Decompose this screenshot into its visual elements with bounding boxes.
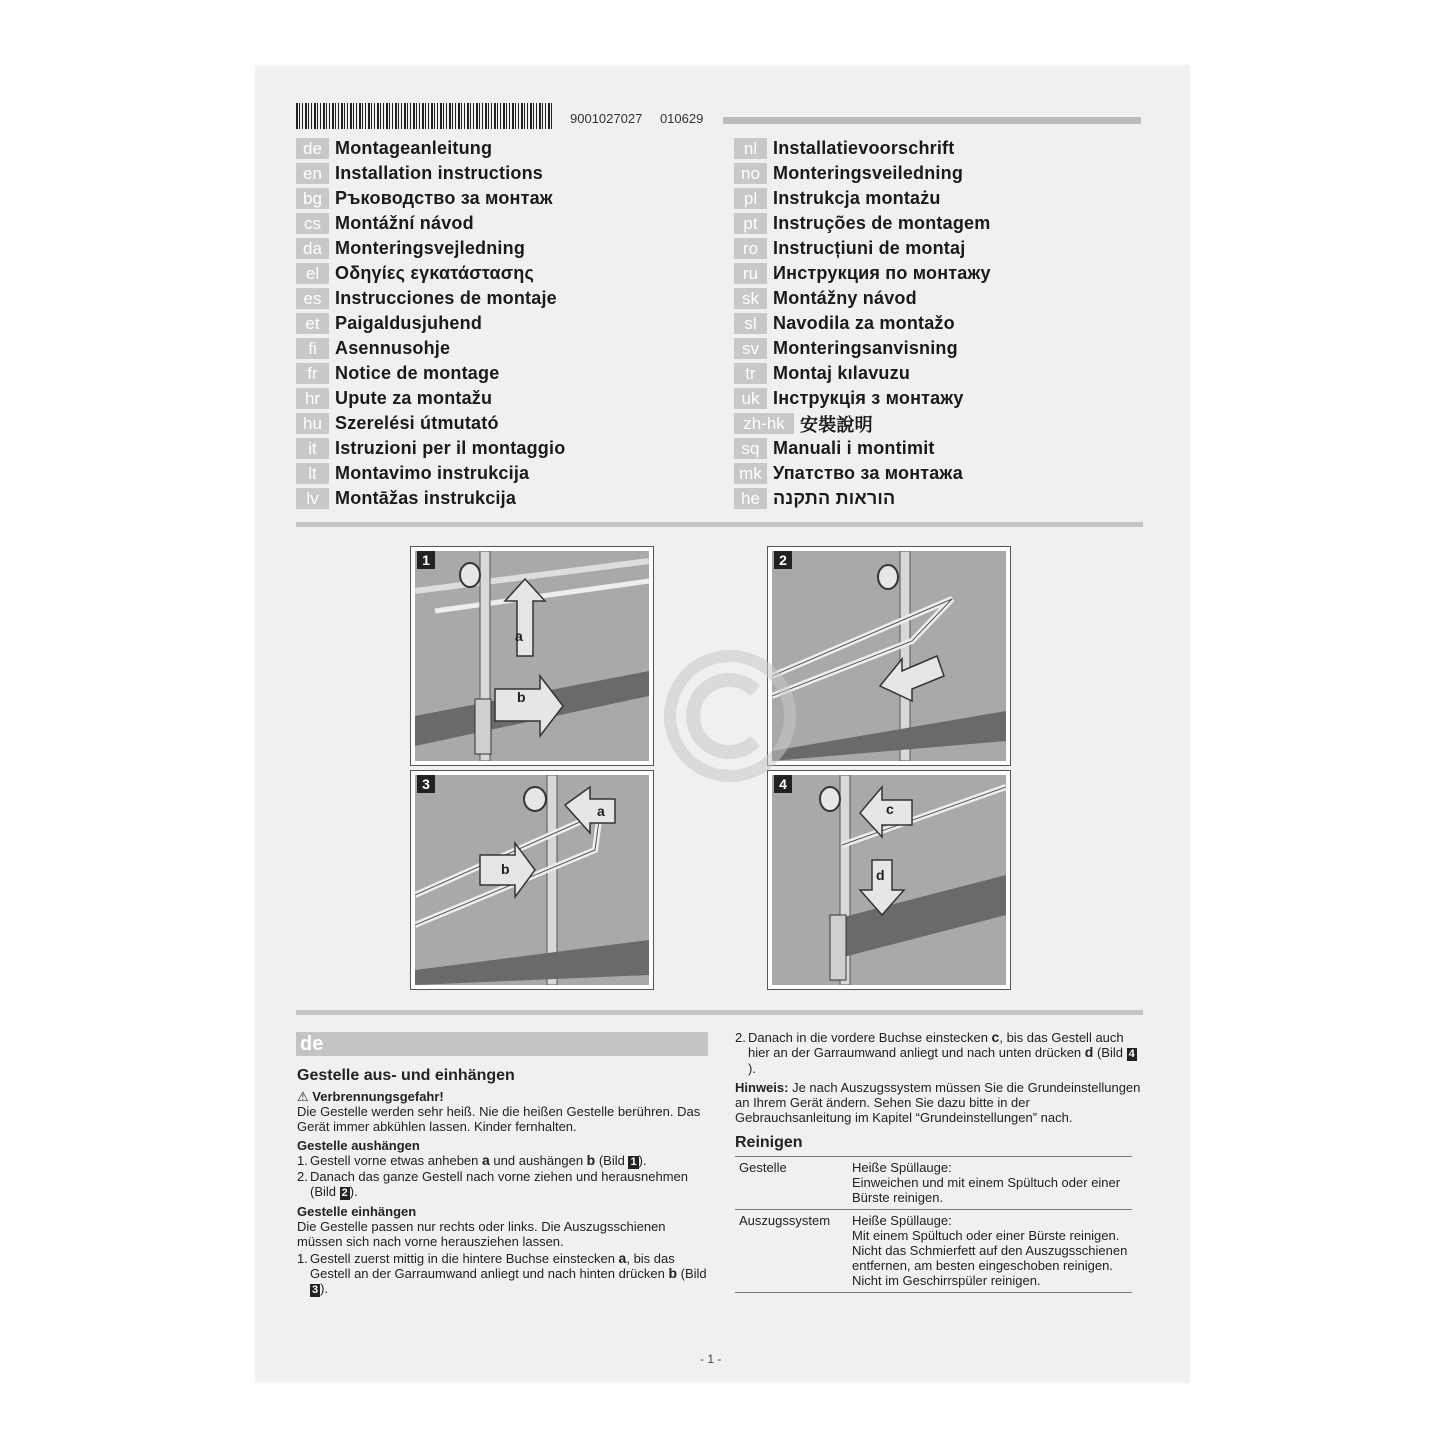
language-name: Инструкция по монтажу: [773, 263, 991, 283]
remove-step-2: 2. Danach das ganze Gestell nach vorne ziehen und herausnehmen (Bild 2 ).: [297, 1169, 688, 1199]
document-number: 9001027027 010629: [570, 111, 704, 126]
language-code: pt: [734, 213, 767, 234]
instructions-right-column: [735, 1030, 1142, 1293]
figure-label: b: [501, 861, 510, 877]
language-name: Asennusohje: [335, 338, 451, 358]
language-name: Упатство за монтажа: [773, 463, 963, 483]
language-code: uk: [734, 388, 767, 409]
language-code: hu: [296, 413, 329, 434]
language-code: fr: [296, 363, 329, 384]
language-code: lv: [296, 488, 329, 509]
language-name: Szerelési útmutató: [335, 413, 499, 433]
language-code: ru: [734, 263, 767, 284]
figure-4: [767, 770, 1011, 990]
remove-step-1: 1. Gestell vorne etwas anheben a und aushängen b (Bild 1 ).: [297, 1152, 647, 1168]
warning-heading: ⚠ Verbrennungsgefahr!: [297, 1089, 444, 1104]
header-bar: [723, 117, 1141, 124]
language-code: no: [734, 163, 767, 184]
language-entry: [734, 211, 991, 236]
section-title: Gestelle aus- und einhängen: [297, 1067, 515, 1084]
language-entry: [734, 286, 991, 311]
language-name: 安裝說明: [800, 414, 873, 435]
language-code: it: [296, 438, 329, 459]
language-name: Montážní návod: [335, 213, 474, 233]
language-entry: [296, 411, 565, 436]
divider: [296, 1010, 1143, 1015]
language-entry: [296, 186, 565, 211]
figure-3: [410, 770, 654, 990]
language-name: Instruções de montagem: [773, 213, 991, 233]
insert-heading: Gestelle einhängen: [297, 1204, 417, 1219]
language-name: Instrucțiuni de montaj: [773, 238, 966, 258]
figure-number: 3: [417, 775, 435, 793]
table-row: Auszugssystem Heiße Spüllauge: Mit einem Spültuch oder einer Bürste reinigen. Nicht das Schmierfett auf den Auszugsschienen entfernen, am besten eingeschoben reinigen. Nicht im Geschirrspüler reinigen.: [735, 1210, 1132, 1293]
language-name: Instrukcja montażu: [773, 188, 941, 208]
language-name: Installation instructions: [335, 163, 544, 183]
instructions-left-column: [297, 1068, 707, 1297]
language-entry: [296, 286, 565, 311]
language-code: de: [296, 138, 329, 159]
language-code: sq: [734, 438, 767, 459]
language-code: en: [296, 163, 329, 184]
language-entry: [296, 386, 565, 411]
language-code: sl: [734, 313, 767, 334]
clean-table: [735, 1156, 1132, 1293]
language-entry: [734, 436, 991, 461]
language-code: nl: [734, 138, 767, 159]
barcode: [296, 103, 552, 129]
figure-label: b: [517, 689, 526, 705]
language-code: he: [734, 488, 767, 509]
section-language-bar: de: [296, 1032, 708, 1056]
remove-heading: Gestelle aushängen: [297, 1138, 420, 1153]
language-code: et: [296, 313, 329, 334]
language-name: Monteringsveiledning: [773, 163, 964, 183]
language-name: Montageanleitung: [335, 138, 493, 158]
language-code: sv: [734, 338, 767, 359]
language-code: lt: [296, 463, 329, 484]
language-name: Monteringsanvisning: [773, 338, 958, 358]
language-name: Paigaldusjuhend: [335, 313, 483, 333]
language-entry: [296, 136, 565, 161]
language-name: Montāžas instrukcija: [335, 488, 517, 508]
language-code: el: [296, 263, 329, 284]
language-name: Інструкція з монтажу: [773, 388, 964, 408]
divider: [296, 522, 1143, 527]
language-name: Instrucciones de montaje: [335, 288, 557, 308]
language-name: Notice de montage: [335, 363, 500, 383]
insert-step-1: 1. Gestell zuerst mittig in die hintere Buchse einstecken a, bis das Gestell an der Garraumwand anliegt und nach hinten drücken b (Bild 3 ).: [297, 1250, 707, 1296]
language-name: Ръководство за монтаж: [335, 188, 553, 208]
language-entry: [296, 311, 565, 336]
insert-step-2: 2. Danach in die vordere Buchse einstecken c, bis das Gestell auch hier an der Garraumwand anliegt und nach unten drücken d (Bild 4).: [735, 1029, 1135, 1076]
language-entry: [734, 411, 991, 436]
language-entry: [296, 261, 565, 286]
language-name: הוראות התקנה: [773, 488, 896, 508]
language-entry: [734, 311, 991, 336]
clean-heading: Reinigen: [735, 1134, 803, 1151]
language-entry: [296, 161, 565, 186]
language-code: zh-hk: [734, 413, 794, 434]
figure-2: [767, 546, 1011, 766]
language-entry: [296, 361, 565, 386]
language-entry: [734, 336, 991, 361]
language-code: fi: [296, 338, 329, 359]
copyright-watermark: [660, 646, 800, 786]
language-code: pl: [734, 188, 767, 209]
language-name: Montážny návod: [773, 288, 917, 308]
language-code: es: [296, 288, 329, 309]
insert-intro: Die Gestelle passen nur rechts oder links. Die Auszugsschienen müssen sich nach vorne herausziehen lassen.: [297, 1219, 666, 1249]
language-code: hr: [296, 388, 329, 409]
figure-label: d: [876, 867, 885, 883]
language-name: Manuali i montimit: [773, 438, 935, 458]
figure-number: 2: [774, 551, 792, 569]
page-number: - 1 -: [700, 1352, 722, 1366]
language-entry: [296, 461, 565, 486]
language-code: bg: [296, 188, 329, 209]
figure-label: c: [886, 801, 894, 817]
note: Hinweis: Je nach Auszugssystem müssen Sie die Grundeinstellungen an Ihrem Gerät ändern. Sehen Sie dazu bitte in der Gebrauchsanleitung im Kapitel “Grundeinstellungen” nach.: [735, 1080, 1141, 1125]
language-entry: [734, 161, 991, 186]
language-code: cs: [296, 213, 329, 234]
language-code: tr: [734, 363, 767, 384]
language-name: Monteringsvejledning: [335, 238, 526, 258]
language-entry: [296, 486, 565, 511]
language-entry: [734, 136, 991, 161]
table-row: Gestelle Heiße Spüllauge: Einweichen und mit einem Spültuch oder einer Bürste reinigen.: [735, 1157, 1132, 1210]
figure-label: a: [515, 628, 523, 644]
language-code: ro: [734, 238, 767, 259]
warning-text: Die Gestelle werden sehr heiß. Nie die heißen Gestelle berühren. Das Gerät immer abkühlen lassen. Kinder fernhalten.: [297, 1104, 701, 1134]
language-list-right: [734, 136, 991, 511]
language-entry: [734, 461, 991, 486]
language-entry: [296, 436, 565, 461]
language-entry: [296, 211, 565, 236]
language-entry: [296, 236, 565, 261]
figure-number: 1: [417, 551, 435, 569]
language-entry: [734, 486, 991, 511]
language-list-left: [296, 136, 565, 511]
language-entry: [734, 236, 991, 261]
language-entry: [734, 186, 991, 211]
language-entry: [734, 361, 991, 386]
language-name: Montavimo instrukcija: [335, 463, 530, 483]
language-name: Installatievoorschrift: [773, 138, 955, 158]
language-name: Upute za montažu: [335, 388, 493, 408]
figure-1: [410, 546, 654, 766]
language-name: Istruzioni per il montaggio: [335, 438, 566, 458]
language-code: sk: [734, 288, 767, 309]
language-name: Montaj kılavuzu: [773, 363, 911, 383]
language-code: da: [296, 238, 329, 259]
figure-number: 4: [774, 775, 792, 793]
language-name: Οδηγίες εγκατάστασης: [335, 263, 535, 283]
language-name: Navodila za montažo: [773, 313, 955, 333]
figure-label: a: [597, 803, 605, 819]
language-entry: [734, 386, 991, 411]
language-entry: [296, 336, 565, 361]
language-entry: [734, 261, 991, 286]
language-code: mk: [734, 463, 767, 484]
